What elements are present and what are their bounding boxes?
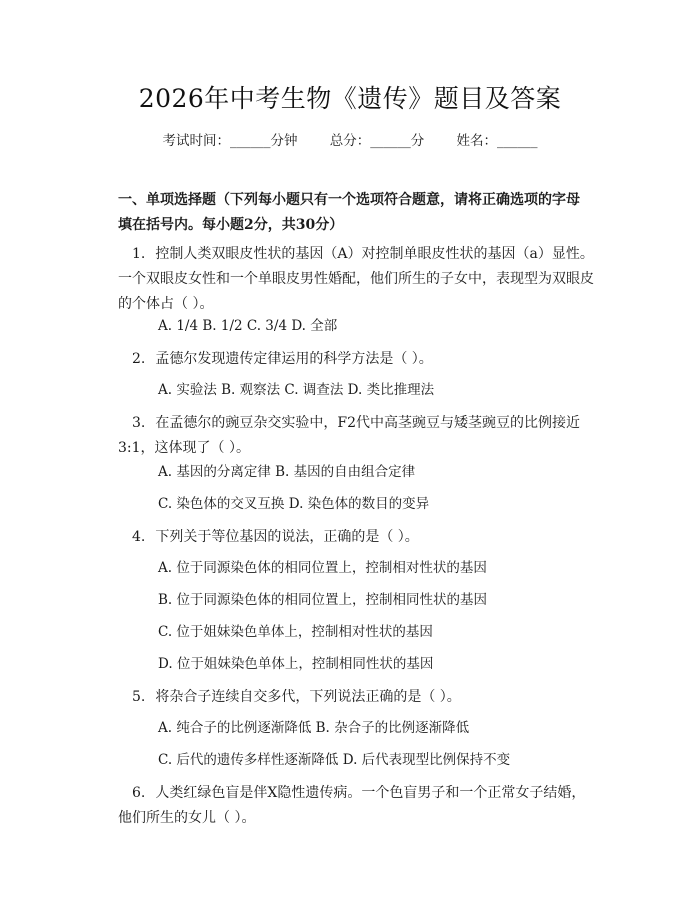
question-4 <box>118 525 598 550</box>
question-3 <box>118 411 598 461</box>
question-1-options: A. 1/4 B. 1/2 C. 3/4 D. 全部 <box>158 318 338 334</box>
question-2 <box>118 347 598 372</box>
question-2-options: A. 实验法 B. 观察法 C. 调查法 D. 类比推理法 <box>158 382 435 398</box>
question-4-option-a: A. 位于同源染色体的相同位置上，控制相对性状的基因 <box>158 560 487 576</box>
question-5-option-line-2: C. 后代的遗传多样性逐渐降低 D. 后代表现型比例保持不变 <box>158 752 511 768</box>
exam-time-field: 考试时间：______分钟 <box>162 133 298 149</box>
question-text: 在孟德尔的豌豆杂交实验中，F2代中高茎豌豆与矮茎豌豆的比例接近3:1，这体现了（ ）。 <box>118 415 580 456</box>
question-1 <box>118 242 598 317</box>
question-3-option-line-2: C. 染色体的交叉互换 D. 染色体的数目的变异 <box>158 496 430 512</box>
page-title: 2026年中考生物《遗传》题目及答案 <box>138 84 562 113</box>
question-text: 人类红绿色盲是伴X隐性遗传病。一个色盲男子和一个正常女子结婚，他们所生的女儿（ ）。 <box>118 785 586 826</box>
question-number: 4. <box>132 529 146 545</box>
question-5 <box>118 685 598 710</box>
total-score-field: 总分：______分 <box>329 133 425 149</box>
question-number: 6. <box>132 785 146 801</box>
question-text: 下列关于等位基因的说法，正确的是（ ）。 <box>155 529 419 545</box>
question-number: 3. <box>132 415 146 431</box>
student-name-field: 姓名：______ <box>456 133 538 149</box>
question-number: 2. <box>132 351 146 367</box>
question-4-option-b: B. 位于同源染色体的相同位置上，控制相同性状的基因 <box>158 592 488 608</box>
question-text: 孟德尔发现遗传定律运用的科学方法是（ ）。 <box>155 351 433 367</box>
question-text: 控制人类双眼皮性状的基因（A）对控制单眼皮性状的基因（a）显性。一个双眼皮女性和一个单眼皮男性婚配，他们所生的子女中，表现型为双眼皮的个体占（ ）。 <box>118 246 594 312</box>
question-6 <box>118 781 598 831</box>
question-number: 5. <box>132 689 146 705</box>
question-4-option-d: D. 位于姐妹染色单体上，控制相同性状的基因 <box>158 656 434 672</box>
question-5-option-line-1: A. 纯合子的比例逐渐降低 B. 杂合子的比例逐渐降低 <box>158 720 470 736</box>
question-text: 将杂合子连续自交多代，下列说法正确的是（ ）。 <box>155 689 461 705</box>
exam-meta <box>0 130 700 152</box>
section-heading: 一、单项选择题（下列每小题只有一个选项符合题意，请将正确选项的字母填在括号内。每小题2分，共30分） <box>118 192 580 233</box>
question-number: 1. <box>132 246 146 262</box>
question-4-option-c: C. 位于姐妹染色单体上，控制相对性状的基因 <box>158 624 433 640</box>
question-3-option-line-1: A. 基因的分离定律 B. 基因的自由组合定律 <box>158 464 416 480</box>
